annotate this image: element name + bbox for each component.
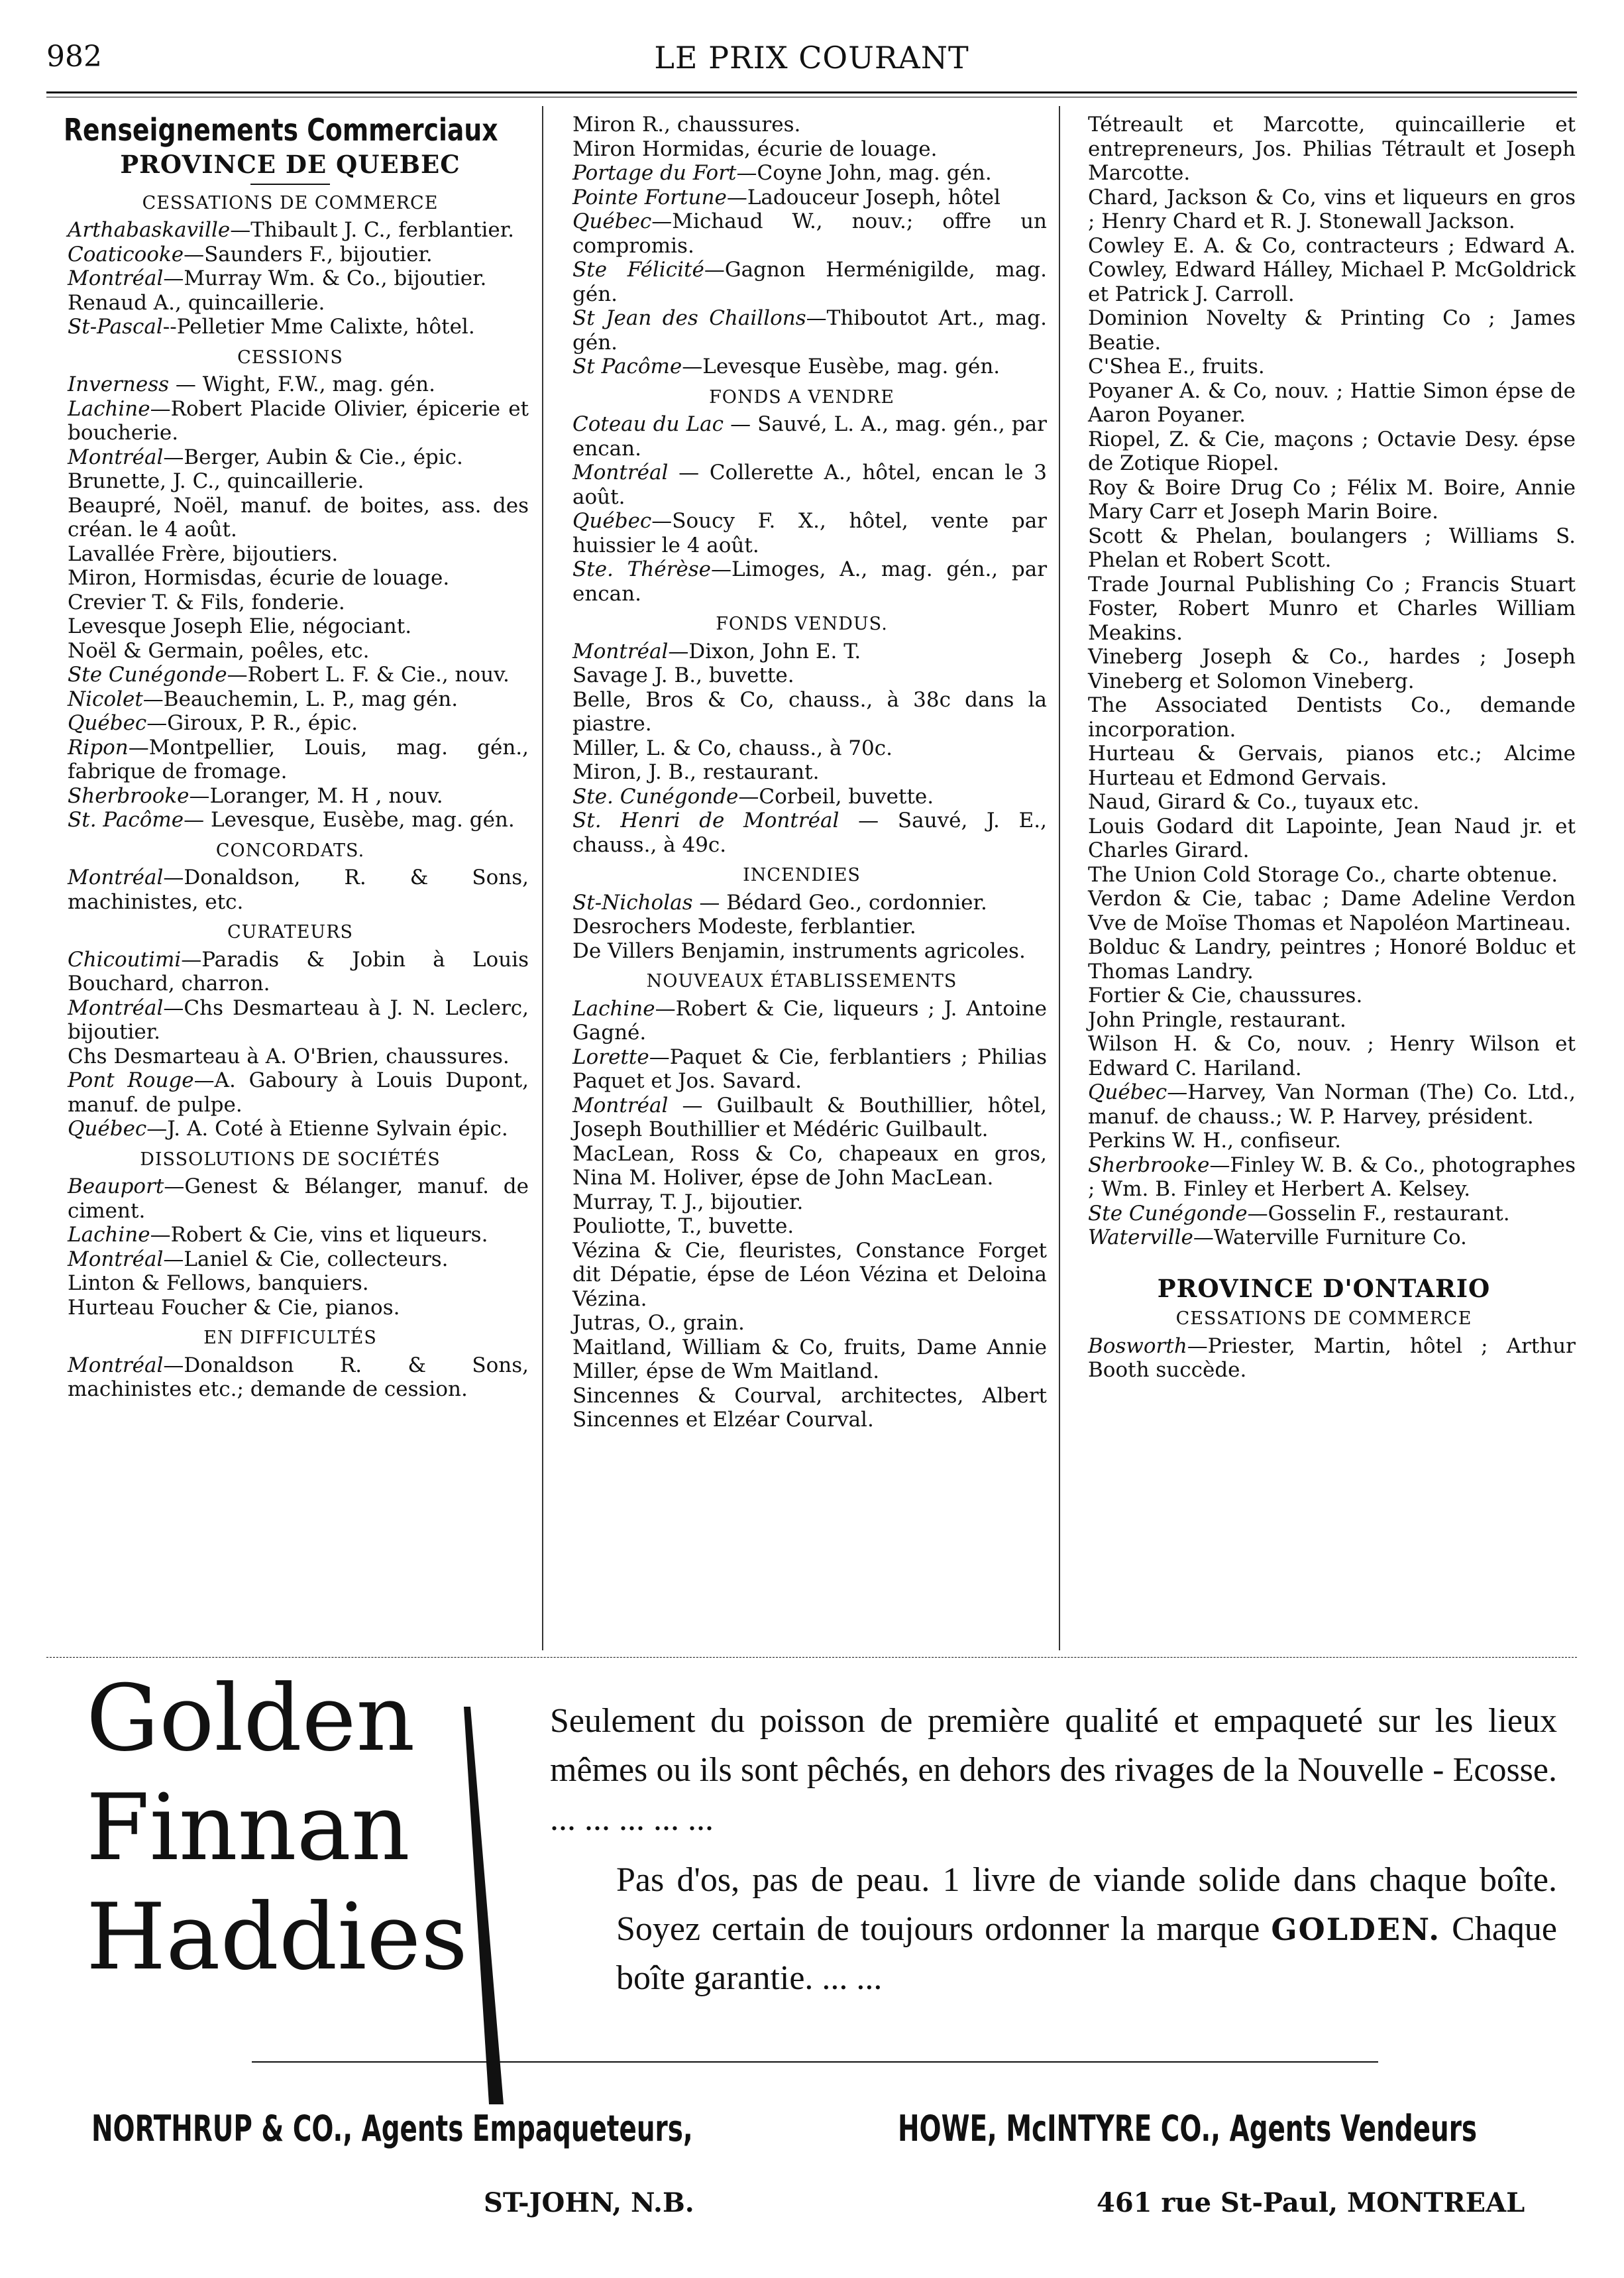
listing-entry: [52, 711, 529, 736]
listing-entry: [52, 663, 529, 687]
listing-text: Pouliotte, T., buvette.: [572, 1214, 794, 1238]
section-title: CESSIONS: [237, 347, 343, 368]
listing-entry: [1072, 379, 1576, 427]
listing-place: Coaticooke: [68, 242, 184, 266]
listing-text: —Ladouceur Joseph, hôtel: [726, 185, 1001, 209]
listing-text: —Harvey, Van Norman (The) Co. Ltd., manuf. de chauss.; W. P. Harvey, président.: [1088, 1080, 1576, 1129]
listing-text: Vineberg Joseph & Co., hardes ; Joseph Vineberg et Solomon Vineberg.: [1088, 645, 1576, 693]
listing-place: Waterville: [1088, 1225, 1193, 1249]
listing-entry: [557, 258, 1047, 306]
ad-title-line1: Golden: [86, 1665, 415, 1772]
section-title: INCENDIES: [743, 865, 861, 885]
section-title: EN DIFFICULTÉS: [203, 1328, 377, 1348]
listing-place: Beauport: [68, 1174, 164, 1198]
listing-place: Montréal: [572, 461, 669, 484]
listing-entry: [1072, 524, 1576, 573]
listing-entry: [52, 687, 529, 712]
listing-text: —Coyne John, mag. gén.: [736, 161, 992, 185]
listing-place: Montréal: [68, 445, 164, 469]
listing-text: —Waterville Furniture Co.: [1193, 1225, 1467, 1249]
listing-entry: [1072, 693, 1576, 742]
listing-entry: [557, 1311, 1047, 1336]
listing-entry: [52, 566, 529, 591]
listing-text: --Pelletier Mme Calixte, hôtel.: [162, 315, 475, 339]
listing-entry: [1072, 1153, 1576, 1202]
listing-text: Trade Journal Publishing Co ; Francis Stuart Foster, Robert Munro et Charles William Meakins.: [1088, 572, 1576, 645]
listing-entry: [52, 542, 529, 567]
listing-entry: [52, 866, 529, 914]
listing-entry: [1072, 1202, 1576, 1226]
col1-sections: [52, 192, 529, 1402]
listing-entry: [557, 1190, 1047, 1215]
ad-brand: GOLDEN.: [1271, 1911, 1441, 1947]
footer-right-address: 461 rue St-Paul, MONTREAL: [1097, 2187, 1525, 2218]
section-title: FONDS VENDUS.: [716, 614, 888, 634]
listing-entry: [52, 784, 529, 809]
listing-text: —J. A. Coté à Etienne Sylvain épic.: [146, 1117, 508, 1141]
listing-place: St. Pacôme: [68, 808, 184, 832]
ad-slash-graphic: [464, 1707, 504, 2104]
col3-entries: [1072, 113, 1576, 1250]
listing-place: St Pacôme: [572, 355, 682, 378]
ontario-entries: [1072, 1334, 1576, 1383]
listing-entry: [1072, 1129, 1576, 1153]
province-heading: PROVINCE DE QUEBEC: [120, 150, 460, 179]
listing-text: Hurteau & Gervais, pianos etc.; Alcime Hurteau et Edmond Gervais.: [1088, 742, 1576, 790]
ad-title-line3: Haddies: [86, 1884, 468, 1990]
listing-entry: [1072, 234, 1576, 307]
listing-entry: [52, 1117, 529, 1141]
listing-entry: [52, 266, 529, 291]
listing-text: Beaupré, Noël, manuf. de boites, ass. des créan. le 4 août.: [68, 493, 529, 541]
listing-place: Québec: [572, 209, 652, 233]
listing-entry: [52, 218, 529, 243]
listing-entry: [1072, 306, 1576, 355]
listing-entry: [557, 939, 1047, 964]
listing-place: Montréal: [572, 1093, 669, 1117]
listing-entry: [557, 1142, 1047, 1190]
listing-entry: [557, 760, 1047, 785]
listing-entry: [557, 1094, 1047, 1142]
listing-entry: [557, 891, 1047, 915]
page-header: [46, 36, 1577, 83]
listing-place: Inverness: [68, 372, 170, 396]
listing-text: —Montpellier, Louis, mag. gén., fabrique de fromage.: [68, 735, 529, 783]
section-title: CESSATIONS DE COMMERCE: [142, 192, 439, 213]
listing-text: — Guilbault & Bouthillier, hôtel, Joseph Bouthillier et Médéric Guilbault.: [572, 1093, 1047, 1141]
listing-text: — Sauvé, J. E., chauss., à 49c.: [572, 809, 1047, 857]
ad-title: [86, 1664, 484, 1992]
listing-place: Lachine: [68, 396, 150, 421]
listing-entry: [1072, 1334, 1576, 1383]
listing-entry: [557, 509, 1047, 557]
listing-text: Miron R., chaussures.: [572, 113, 801, 137]
listing-place: Montréal: [68, 266, 164, 290]
listing-entry: [52, 591, 529, 615]
listing-entry: [557, 113, 1047, 137]
listing-text: Miron Hormidas, écurie de louage.: [572, 137, 938, 161]
listing-entry: [557, 1336, 1047, 1384]
listing-place: Montréal: [68, 866, 164, 889]
listing-text: —Levesque Eusèbe, mag. gén.: [682, 355, 1001, 378]
listing-text: —Donaldson, R. & Sons, machinistes, etc.: [68, 866, 529, 914]
listing-entry: [557, 1214, 1047, 1239]
listing-text: —Donaldson R. & Sons, machinistes etc.; demande de cession.: [68, 1353, 529, 1401]
listing-entry: [52, 808, 529, 832]
listing-text: The Associated Dentists Co., demande incorporation.: [1088, 693, 1576, 742]
listing-entry: [1072, 1080, 1576, 1129]
listing-place: Pont Rouge: [68, 1068, 194, 1092]
ontario-section-title: CESSATIONS DE COMMERCE: [1175, 1308, 1472, 1329]
listing-text: De Villers Benjamin, instruments agricoles.: [572, 939, 1026, 963]
listing-text: Jutras, O., grain.: [572, 1311, 745, 1335]
listing-text: —Gosselin F., restaurant.: [1247, 1201, 1510, 1225]
listing-place: Pointe Fortune: [572, 185, 727, 209]
listing-entry: [557, 355, 1047, 379]
listing-entry: [52, 372, 529, 397]
listing-entry: [557, 557, 1047, 606]
listing-text: Scott & Phelan, boulangers ; Williams S. Phelan et Robert Scott.: [1088, 524, 1576, 572]
listing-entry: [557, 1045, 1047, 1094]
listing-entry: [557, 306, 1047, 355]
listing-entry: [52, 315, 529, 339]
listing-text: Miron, J. B., restaurant.: [572, 760, 820, 784]
listing-entry: [1072, 1008, 1576, 1033]
listing-entry: [557, 137, 1047, 162]
listing-text: Miron, Hormisdas, écurie de louage.: [68, 566, 450, 590]
listing-text: —Finley W. B. & Co., photographes ; Wm. B. Finley et Herbert A. Kelsey.: [1088, 1153, 1576, 1201]
listing-entry: [52, 1045, 529, 1069]
listing-text: Roy & Boire Drug Co ; Félix M. Boire, Annie Mary Carr et Joseph Marin Boire.: [1088, 475, 1576, 524]
listing-entry: [52, 397, 529, 445]
listing-entry: [557, 640, 1047, 664]
listing-entry: [1072, 863, 1576, 887]
listing-place: Ste Cunégonde: [1088, 1201, 1248, 1225]
listing-text: —Corbeil, buvette.: [738, 784, 934, 809]
listing-entry: [1072, 984, 1576, 1008]
listing-place: Sherbrooke: [68, 783, 189, 808]
ontario-heading: PROVINCE D'ONTARIO: [1157, 1273, 1491, 1303]
listing-entry: [52, 1271, 529, 1296]
listing-text: Miller, L. & Co, chauss., à 70c.: [572, 736, 893, 760]
listing-text: Linton & Fellows, banquiers.: [68, 1271, 369, 1295]
listing-entry: [52, 469, 529, 494]
listing-text: Savage J. B., buvette.: [572, 663, 794, 687]
listing-place: Ripon: [68, 735, 129, 760]
listing-text: Maitland, William & Co, fruits, Dame Annie Miller, épse de Wm Maitland.: [572, 1335, 1047, 1383]
listing-place: Lachine: [572, 996, 655, 1021]
listing-text: —Paquet & Cie, ferblantiers ; Philias Paquet et Jos. Savard.: [572, 1045, 1047, 1093]
listing-text: Louis Godard dit Lapointe, Jean Naud jr. et Charles Girard.: [1088, 814, 1576, 862]
listing-entry: [557, 161, 1047, 186]
listing-entry: [52, 614, 529, 639]
listing-text: Lavallée Frère, bijoutiers.: [68, 541, 339, 566]
listing-text: —Michaud W., nouv.; offre un compromis.: [572, 209, 1047, 258]
listing-text: — Collerette A., hôtel, encan le 3 août.: [572, 461, 1047, 509]
page-number: 982: [46, 40, 102, 74]
listing-text: Hurteau Foucher & Cie, pianos.: [68, 1295, 400, 1320]
ad-para2-end: Chaque boîte garantie. ... ...: [616, 1910, 1558, 1997]
listing-entry: [557, 915, 1047, 939]
listing-text: — Levesque, Eusèbe, mag. gén.: [184, 808, 515, 832]
listing-text: Levesque Joseph Elie, négociant.: [68, 614, 412, 638]
listing-entry: [1072, 935, 1576, 984]
column-2: [557, 113, 1047, 1432]
listing-place: Sherbrooke: [1088, 1153, 1210, 1177]
listing-entry: [1072, 355, 1576, 379]
listing-entry: [1072, 113, 1576, 186]
listing-entry: [1072, 645, 1576, 693]
listing-text: — Wight, F.W., mag. gén.: [169, 372, 435, 396]
listing-text: —Loranger, M. H , nouv.: [189, 783, 443, 808]
listing-entry: [52, 1353, 529, 1402]
listing-entry: [1072, 887, 1576, 935]
heading-rule: [250, 184, 330, 185]
listing-entry: [52, 1223, 529, 1247]
listing-entry: [1072, 1032, 1576, 1080]
listing-entry: [1072, 427, 1576, 476]
listing-text: —Laniel & Cie, collecteurs.: [163, 1247, 449, 1271]
footer-left-name: NORTHRUP & CO., Agents Empaqueteurs,: [91, 2108, 693, 2149]
listing-place: Ste. Cunégonde: [572, 784, 739, 809]
listing-place: Québec: [68, 1117, 147, 1141]
listing-text: The Union Cold Storage Co., charte obtenue.: [1088, 862, 1558, 887]
listing-entry: [1072, 573, 1576, 646]
ad-title-line2: Finnan: [86, 1774, 410, 1881]
listing-text: —Paradis & Jobin à Louis Bouchard, charron.: [68, 947, 529, 996]
listing-text: —Thiboutot Art., mag. gén.: [572, 306, 1048, 355]
listing-text: —A. Gaboury à Louis Dupont, manuf. de pulpe.: [68, 1068, 529, 1117]
listing-place: St-Pascal: [68, 315, 163, 339]
listing-place: Chicoutimi: [68, 947, 182, 972]
listing-text: Crevier T. & Fils, fonderie.: [68, 590, 345, 614]
listing-entry: [52, 948, 529, 996]
listing-entry: [557, 186, 1047, 210]
listing-entry: [52, 736, 529, 784]
listing-text: —Priester, Martin, hôtel ; Arthur Booth succède.: [1088, 1334, 1576, 1382]
listing-entry: [557, 997, 1047, 1045]
listing-text: —Murray Wm. & Co., bijoutier.: [163, 266, 487, 290]
listing-text: — Sauvé, L. A., mag. gén., par encan.: [572, 412, 1047, 461]
footer-right-name: HOWE, McINTYRE CO., Agents Vendeurs: [898, 2108, 1478, 2149]
listing-entry: [557, 809, 1047, 857]
col2-sections: [557, 113, 1047, 1432]
column-3: [1072, 113, 1576, 1383]
listing-entry: [1072, 186, 1576, 234]
ad-top-rule: [46, 1657, 1577, 1658]
footer-left-address: ST-JOHN, N.B.: [484, 2187, 694, 2218]
listing-text: —Saunders F., bijoutier.: [184, 242, 433, 266]
listing-text: Chs Desmarteau à A. O'Brien, chaussures.: [68, 1044, 510, 1068]
listing-text: —Chs Desmarteau à J. N. Leclerc, bijoutier.: [68, 996, 529, 1044]
column-1: [52, 113, 529, 1402]
listing-text: Wilson H. & Co, nouv. ; Henry Wilson et Edward C. Hariland.: [1088, 1032, 1576, 1080]
listing-entry: [1072, 1225, 1576, 1250]
listing-text: Fortier & Cie, chaussures.: [1088, 984, 1363, 1007]
listing-place: Québec: [1088, 1080, 1167, 1104]
listing-entry: [557, 461, 1047, 509]
ad-para2-start: Pas d'os, pas de peau. 1 livre de viande solide dans chaque boîte. Soyez certain de toujours ordonner la marque: [616, 1861, 1557, 1948]
listing-text: —Genest & Bélanger, manuf. de ciment.: [68, 1174, 529, 1223]
listing-place: Québec: [572, 509, 652, 533]
listing-text: —Robert L. F. & Cie., nouv.: [227, 663, 510, 687]
listing-place: Lorette: [572, 1045, 649, 1069]
listing-text: Chard, Jackson & Co, vins et liqueurs en gros ; Henry Chard et R. J. Stonewall Jackson.: [1088, 185, 1576, 233]
ad-bottom-rule: [252, 2061, 1378, 2063]
listing-text: Tétreault et Marcotte, quincaillerie et entrepreneurs, Jos. Philias Tétrault et Joseph Marcotte.: [1088, 113, 1576, 185]
listing-place: Portage du Fort: [572, 161, 737, 185]
listing-entry: [1072, 742, 1576, 790]
column-divider-1: [542, 106, 543, 1650]
listing-text: Renaud A., quincaillerie.: [68, 290, 325, 315]
listing-entry: [557, 785, 1047, 809]
listing-text: Belle, Bros & Co, chauss., à 38c dans la piastre.: [572, 687, 1047, 736]
section-heading: Renseignements Commerciaux: [64, 112, 498, 148]
listing-text: C'Shea E., fruits.: [1088, 355, 1265, 378]
listing-text: Dominion Novelty & Printing Co ; James Beatie.: [1088, 306, 1576, 355]
listing-text: Bolduc & Landry, peintres ; Honoré Bolduc et Thomas Landry.: [1088, 935, 1576, 984]
listing-entry: [52, 494, 529, 542]
listing-text: Noël & Germain, poêles, etc.: [68, 638, 370, 663]
listing-place: Ste Cunégonde: [68, 663, 227, 687]
listing-entry: [52, 291, 529, 315]
listing-text: John Pringle, restaurant.: [1088, 1007, 1346, 1032]
listing-place: Québec: [68, 711, 147, 735]
listing-place: Coteau du Lac: [572, 412, 724, 436]
listing-entry: [52, 1247, 529, 1272]
listing-text: Perkins W. H., confiseur.: [1088, 1129, 1341, 1153]
listing-entry: [52, 445, 529, 470]
listing-text: Brunette, J. C., quincaillerie.: [68, 469, 364, 493]
listing-entry: [557, 1384, 1047, 1432]
listing-text: —Beauchemin, L. P., mag gén.: [142, 687, 459, 711]
listing-place: Ste Félicité: [572, 258, 704, 282]
listing-entry: [557, 736, 1047, 761]
listing-text: Cowley E. A. & Co, contracteurs ; Edward A. Cowley, Edward Hálley, Michael P. McGoldrick et Patrick J. Carroll.: [1088, 233, 1576, 306]
listing-text: —Robert Placide Olivier, épicerie et boucherie.: [68, 396, 529, 445]
listing-place: St. Henri de Montréal: [572, 809, 839, 832]
ad-paragraph-1: Seulement du poisson de première qualité et empaqueté sur les lieux mêmes ou ils sont pêchés, en dehors des rivages de la Nouvelle - Ecosse. ... ... ... ... ...: [550, 1702, 1557, 1838]
listing-entry: [557, 688, 1047, 736]
header-rule: [46, 91, 1577, 93]
listing-text: —Robert & Cie, liqueurs ; J. Antoine Gagné.: [572, 996, 1047, 1045]
section-title: NOUVEAUX ÉTABLISSEMENTS: [646, 971, 957, 992]
listing-entry: [1072, 790, 1576, 815]
listing-entry: [52, 996, 529, 1045]
listing-entry: [1072, 815, 1576, 863]
listing-place: Montréal: [68, 1247, 164, 1271]
listing-text: —Robert & Cie, vins et liqueurs.: [150, 1223, 488, 1247]
listing-text: MacLean, Ross & Co, chapeaux en gros, Nina M. Holiver, épse de John MacLean.: [572, 1141, 1047, 1190]
listing-entry: [557, 663, 1047, 688]
listing-place: St-Nicholas: [572, 890, 693, 915]
section-title: DISSOLUTIONS DE SOCIÉTÉS: [140, 1149, 441, 1170]
listing-entry: [52, 1068, 529, 1117]
section-title: CONCORDATS.: [215, 840, 365, 861]
ad-paragraph-2: [550, 1856, 1557, 2003]
listing-text: —Berger, Aubin & Cie., épic.: [163, 445, 463, 469]
listing-place: Bosworth: [1088, 1334, 1187, 1358]
listing-text: Vézina & Cie, fleuristes, Constance Forget dit Dépatie, épse de Léon Vézina et Deloina Vézina.: [572, 1238, 1047, 1311]
listing-entry: [52, 1296, 529, 1320]
listing-place: Lachine: [68, 1223, 150, 1247]
listing-entry: [52, 1174, 529, 1223]
listing-text: Desrochers Modeste, ferblantier.: [572, 915, 916, 939]
section-title: CURATEURS: [227, 922, 354, 942]
listing-place: Ste. Thérèse: [572, 557, 712, 581]
page-title: LE PRIX COURANT: [654, 40, 969, 76]
listing-text: Sincennes & Courval, architectes, Albert Sincennes et Elzéar Courval.: [572, 1383, 1047, 1432]
listing-text: —Giroux, P. R., épic.: [146, 711, 358, 735]
listing-text: Naud, Girard & Co., tuyaux etc.: [1088, 790, 1420, 814]
listing-text: —Dixon, John E. T.: [668, 639, 861, 663]
listing-entry: [557, 209, 1047, 258]
listing-text: — Bédard Geo., cordonnier.: [692, 890, 987, 915]
listing-entry: [52, 639, 529, 663]
listing-text: Murray, T. J., bijoutier.: [572, 1190, 804, 1214]
listing-place: Montréal: [68, 1353, 164, 1377]
listing-text: —Thibault J. C., ferblantier.: [230, 218, 515, 242]
listing-text: Poyaner A. & Co, nouv. ; Hattie Simon épse de Aaron Poyaner.: [1088, 378, 1576, 427]
listing-text: —Gagnon Herménigilde, mag. gén.: [572, 258, 1047, 306]
listing-entry: [1072, 476, 1576, 524]
listing-text: —Limoges, A., mag. gén., par encan.: [572, 557, 1048, 606]
listing-text: Verdon & Cie, tabac ; Dame Adeline Verdon Vve de Moïse Thomas et Napoléon Martineau.: [1088, 887, 1576, 935]
listing-entry: [557, 412, 1047, 461]
listing-entry: [557, 1239, 1047, 1312]
listing-place: St Jean des Chaillons: [572, 306, 806, 330]
listing-text: Riopel, Z. & Cie, maçons ; Octavie Desy. épse de Zotique Riopel.: [1088, 427, 1576, 475]
listing-place: Montréal: [572, 639, 669, 663]
listing-entry: [52, 243, 529, 267]
listing-place: Arthabaskaville: [68, 218, 231, 242]
listing-text: —Soucy F. X., hôtel, vente par huissier le 4 août.: [572, 509, 1047, 557]
section-title: FONDS A VENDRE: [709, 386, 894, 408]
column-divider-2: [1059, 106, 1060, 1650]
listing-place: Nicolet: [68, 687, 143, 711]
listing-place: Montréal: [68, 996, 164, 1020]
